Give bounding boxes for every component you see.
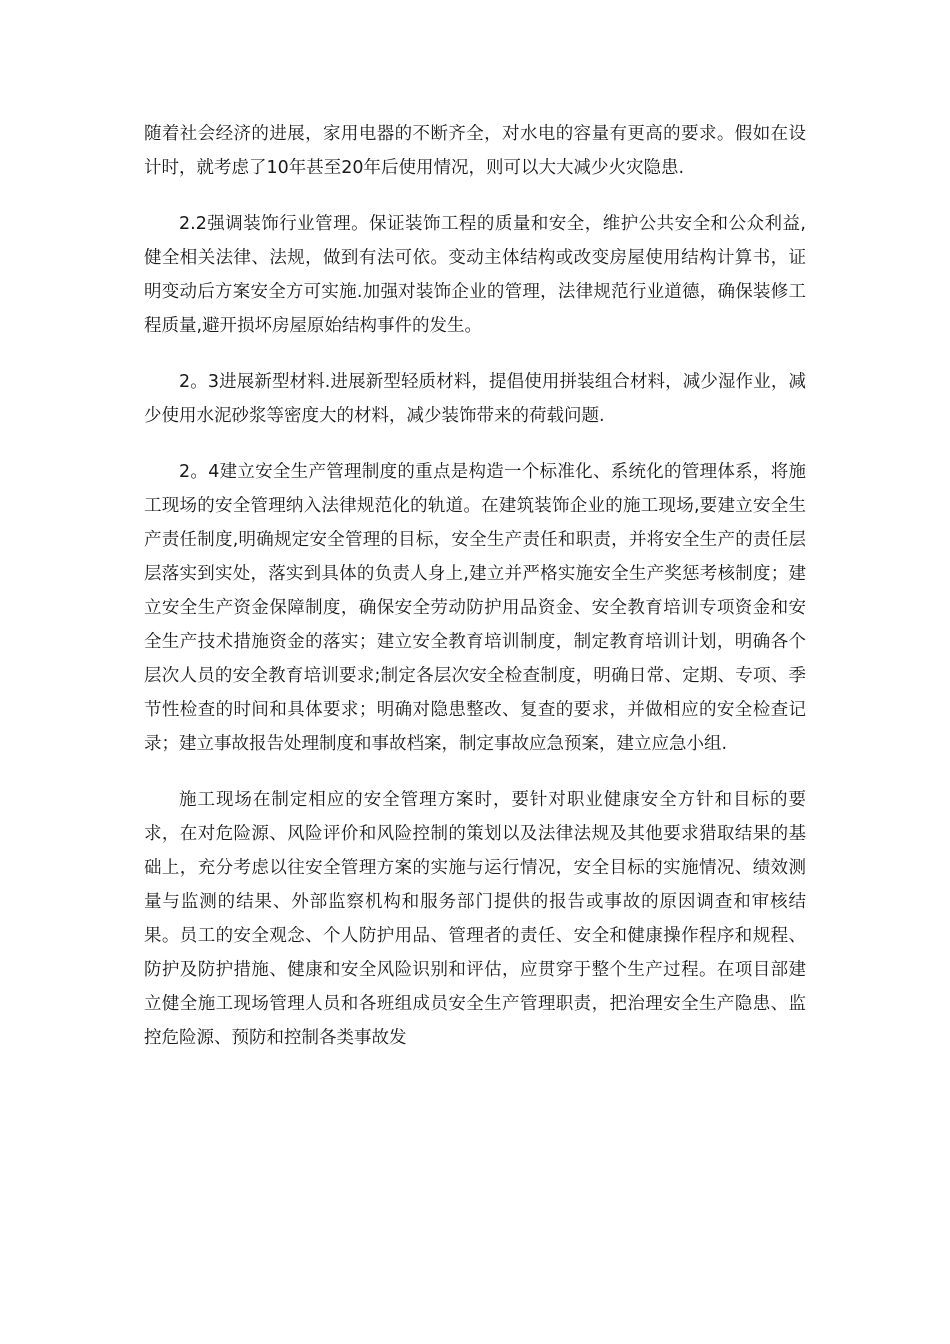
paragraph-2-4: 2。4建立安全生产管理制度的重点是构造一个标准化、系统化的管理体系，将施工现场的安全管理纳入法律规范化的轨道。在建筑装饰企业的施工现场,要建立安全生产责任制度,明确规定安全管理的目标，安全生产责任和职责，并将安全生产的责任层层落实到实处，落实到具体的负责人身上,建立并严格实施安全生产奖惩考核制度；建立安全生产资金保障制度，确保安全劳动防护用品资金、安全教育培训专项资金和安全生产技术措施资金的落实；建立安全教育培训制度，制定教育培训计划，明确各个层次人员的安全教育培训要求;制定各层次安全检查制度，明确日常、定期、专项、季节性检查的时间和具体要求；明确对隐患整改、复查的要求，并做相应的安全检查记录；建立事故报告处理制度和事故档案，制定事故应急预案，建立应急小组. bbox=[144, 462, 806, 754]
paragraph-safety-plan: 施工现场在制定相应的安全管理方案时，要针对职业健康安全方针和目标的要求，在对危险源、风险评价和风险控制的策划以及法律法规及其他要求猎取结果的基础上，充分考虑以往安全管理方案的实施与运行情况，安全目标的实施情况、绩效测量与监测的结果、外部监察机构和服务部门提供的报告或事故的原因调查和审核结果。员工的安全观念、个人防护用品、管理者的责任、安全和健康操作程序和规程、防护及防护措施、健康和安全风险识别和评估，应贯穿于整个生产过程。在项目部建立健全施工现场管理人员和各班组成员安全生产管理职责，把治理安全生产隐患、监控危险源、预防和控制各类事故发 bbox=[144, 790, 806, 1048]
paragraph-2-2: 2.2强调装饰行业管理。保证装饰工程的质量和安全，维护公共安全和公众利益,健全相关法律、法规，做到有法可依。变动主体结构或改变房屋使用结构计算书，证明变动后方案安全方可实施.加强对装饰企业的管理，法律规范行业道德，确保装修工程质量,避开损坏房屋原始结构事件的发生。 bbox=[144, 214, 806, 336]
paragraph-2-3: 2。3进展新型材料.进展新型轻质材料，提倡使用拼装组合材料，减少湿作业，减少使用水泥砂浆等密度大的材料，减少装饰带来的荷载问题. bbox=[144, 372, 806, 426]
paragraph-1: 随着社会经济的进展，家用电器的不断齐全，对水电的容量有更高的要求。假如在设计时，就考虑了10年甚至20年后使用情况，则可以大大减少火灾隐患. bbox=[144, 124, 806, 178]
document-body bbox=[144, 117, 806, 1077]
